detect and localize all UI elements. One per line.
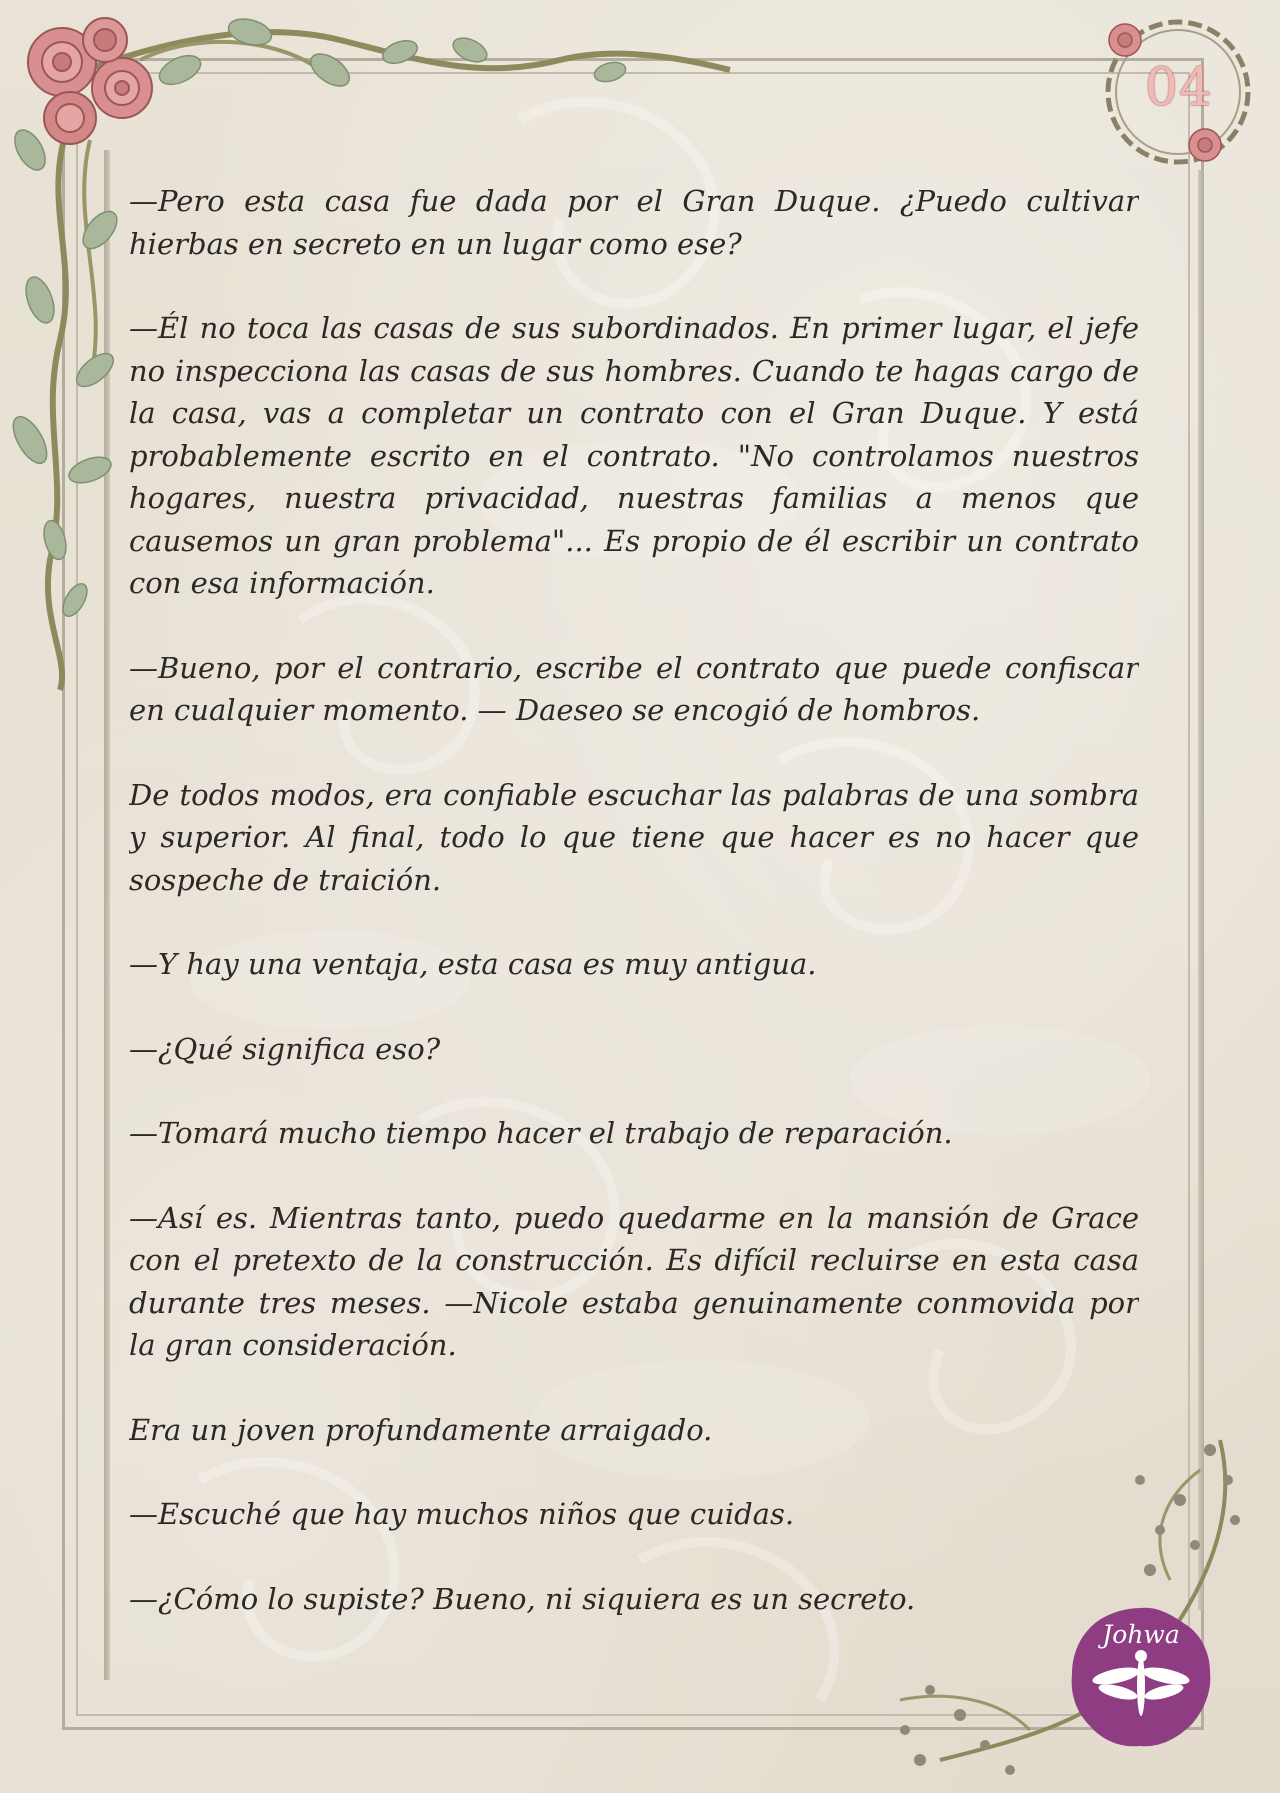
paragraph: —Y hay una ventaja, esta casa es muy antigua. [129, 947, 817, 981]
paragraph: —Él no toca las casas de sus subordinados. En primer lugar, el jefe no inspecciona las casas de sus hombres. Cuando te hagas cargo de la casa, vas a completar un contrato con el Gran Duque. Y está probablemente escrito en el contrato. "No controlamos nuestros hogares, nuestra privacidad, nuestras familias a menos que causemos un gran problema"... Es propio de él escribir un contrato con esa información. [129, 311, 1139, 600]
story-text [129, 180, 1139, 1660]
paragraph: De todos modos, era confiable escuchar las palabras de una sombra y superior. Al final, todo lo que tiene que hacer es no hacer que sospeche de traición. [129, 777, 1139, 897]
paragraph: —Así es. Mientras tanto, puedo quedarme en la mansión de Grace con el pretexto de la construcción. Es difícil recluirse en esta casa durante tres meses. —Nicole estaba genuinamente conmovida por la gran consideración. [129, 1200, 1139, 1362]
badge-label: Johwa [1102, 1620, 1180, 1649]
paragraph: —Bueno, por el contrario, escribe el contrato que puede confiscar en cualquier momento. — Daeseo se encogió de hombros. [129, 650, 1139, 727]
paragraph: —Tomará mucho tiempo hacer el trabajo de reparación. [129, 1116, 953, 1150]
page-number: 04 [1144, 58, 1214, 118]
paragraph: Era un joven profundamente arraigado. [129, 1412, 713, 1447]
paragraph: —¿Qué significa eso? [129, 1031, 441, 1066]
paragraph: —Pero esta casa fue dada por el Gran Duque. ¿Puedo cultivar hierbas en secreto en un lugar como ese? [129, 184, 1139, 261]
paragraph: —Escuché que hay muchos niños que cuidas. [129, 1497, 795, 1531]
paragraph: —¿Cómo lo supiste? Bueno, ni siquiera es un secreto. [129, 1581, 916, 1616]
